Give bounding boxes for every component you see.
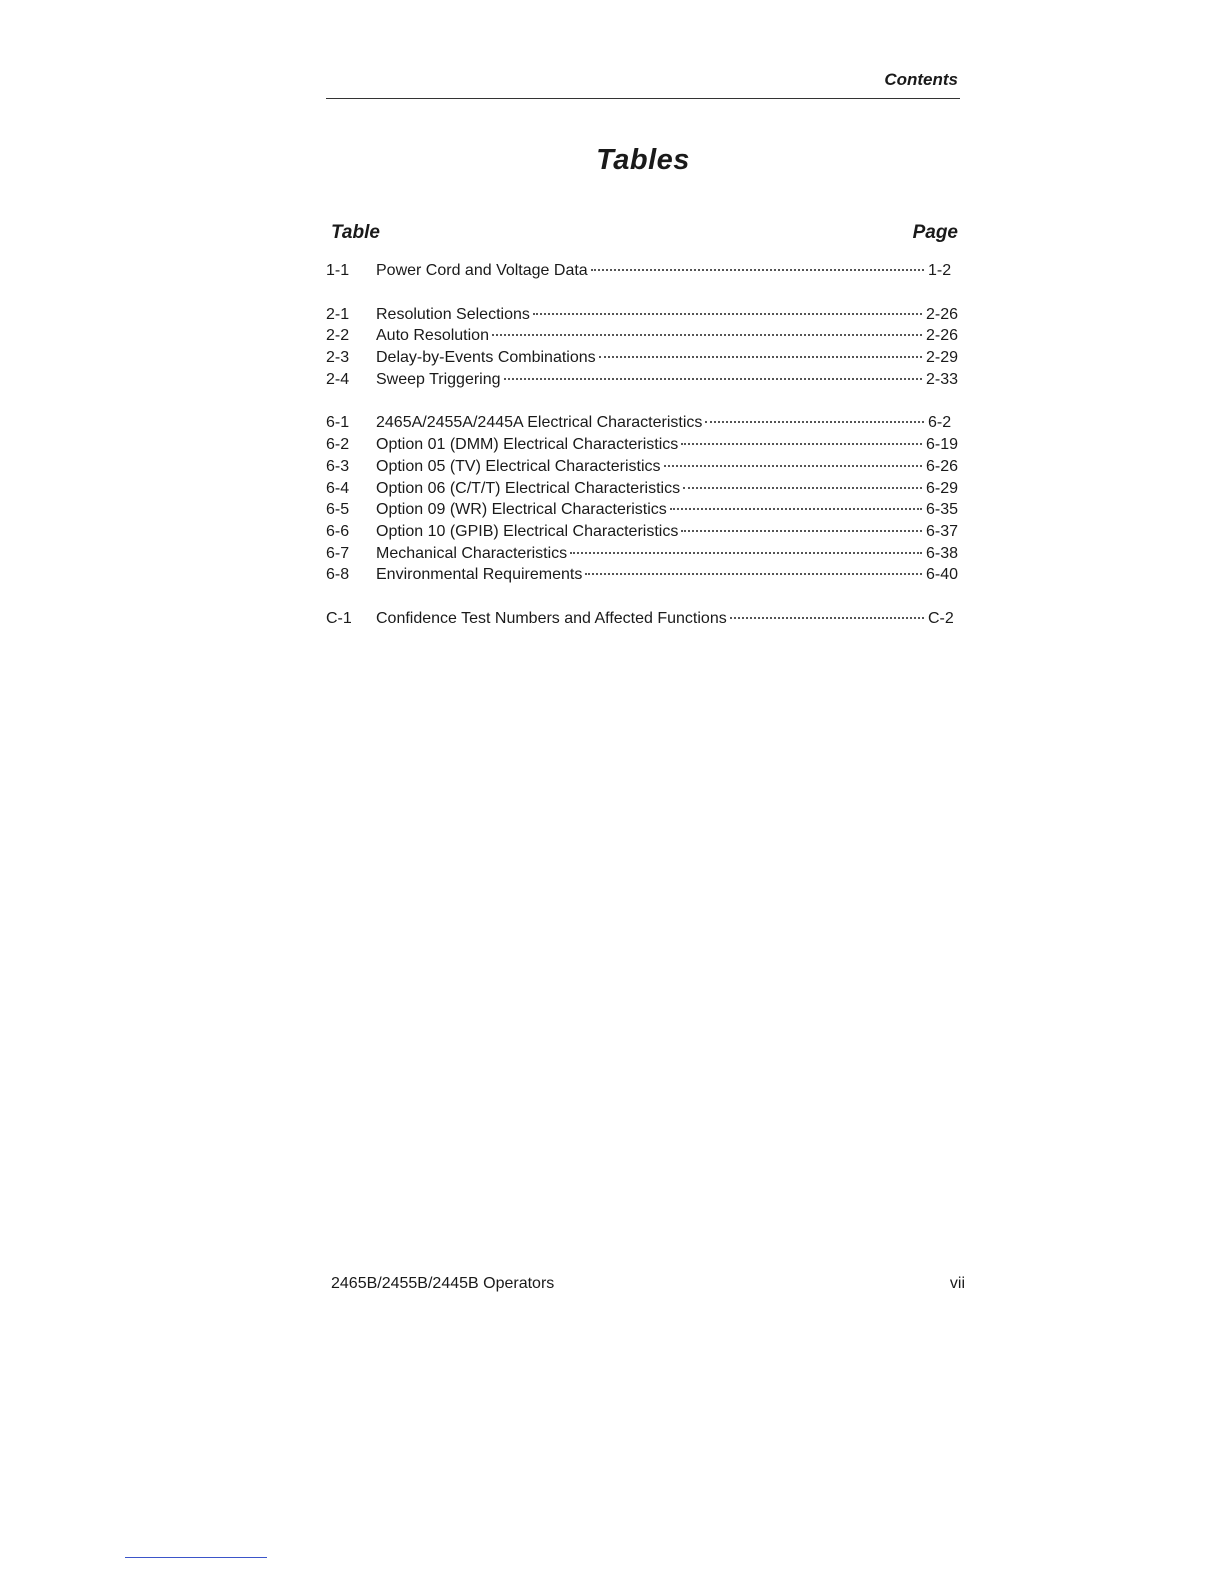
table-title: Delay-by-Events Combinations bbox=[376, 349, 596, 367]
link-underline bbox=[125, 1557, 267, 1558]
page-title: Tables bbox=[596, 144, 690, 176]
table-group bbox=[326, 412, 958, 586]
dot-leader bbox=[683, 487, 922, 489]
table-number: 6-7 bbox=[326, 544, 350, 562]
toc-entry[interactable] bbox=[326, 478, 958, 500]
table-number: 6-5 bbox=[326, 501, 350, 519]
page-reference: 2-26 bbox=[925, 327, 958, 345]
page-reference: 6-40 bbox=[925, 566, 958, 584]
page-reference: 2-29 bbox=[925, 349, 958, 367]
toc-entry[interactable] bbox=[326, 260, 958, 282]
table-group bbox=[326, 304, 958, 391]
page-reference: 6-35 bbox=[925, 501, 958, 519]
column-header-page: Page bbox=[912, 222, 958, 243]
table-group bbox=[326, 608, 958, 630]
table-number: 2-2 bbox=[326, 327, 350, 345]
table-number: 6-2 bbox=[326, 436, 350, 454]
toc-entry[interactable] bbox=[326, 499, 958, 521]
dot-leader bbox=[681, 443, 922, 445]
table-number: 6-6 bbox=[326, 522, 350, 540]
toc-entry[interactable] bbox=[326, 521, 958, 543]
table-title: Mechanical Characteristics bbox=[376, 544, 568, 562]
page-reference: 2-26 bbox=[925, 305, 958, 323]
toc-entry[interactable] bbox=[326, 564, 958, 586]
dot-leader bbox=[585, 573, 922, 575]
table-title: Option 01 (DMM) Electrical Characteristics bbox=[376, 436, 679, 454]
page-reference: 6-2 bbox=[928, 414, 952, 432]
page-reference: 1-2 bbox=[928, 262, 952, 279]
dot-leader bbox=[664, 465, 922, 467]
dot-leader bbox=[670, 508, 922, 510]
table-title: 2465A/2455A/2445A Electrical Characteristics bbox=[376, 414, 703, 432]
toc-entry[interactable] bbox=[326, 304, 958, 326]
footer-page-number: vii bbox=[949, 1275, 965, 1292]
toc-entry[interactable] bbox=[326, 608, 958, 630]
page-reference: 2-33 bbox=[925, 370, 958, 388]
table-number: 6-4 bbox=[326, 479, 350, 497]
table-number: 2-3 bbox=[326, 349, 350, 367]
toc-entry[interactable] bbox=[326, 434, 958, 456]
page-header bbox=[326, 68, 960, 99]
page-reference: 6-37 bbox=[925, 522, 958, 540]
page-reference: 6-29 bbox=[925, 479, 958, 497]
toc-entry[interactable] bbox=[326, 456, 958, 478]
toc-entry[interactable] bbox=[326, 325, 958, 347]
dot-leader bbox=[681, 530, 922, 532]
dot-leader bbox=[504, 378, 922, 380]
page-reference: 6-19 bbox=[925, 436, 958, 454]
table-title: Option 09 (WR) Electrical Characteristics bbox=[376, 501, 667, 519]
page-reference: C-2 bbox=[928, 609, 954, 627]
table-title: Auto Resolution bbox=[376, 327, 489, 345]
table-title: Option 05 (TV) Electrical Characteristics bbox=[376, 457, 661, 475]
dot-leader bbox=[730, 617, 924, 619]
toc-entry[interactable] bbox=[326, 543, 958, 565]
dot-leader bbox=[570, 552, 922, 554]
dot-leader bbox=[705, 421, 924, 423]
page-reference: 6-26 bbox=[925, 457, 958, 475]
toc-entry[interactable] bbox=[326, 412, 958, 434]
toc-entry[interactable] bbox=[326, 369, 958, 391]
table-title: Environmental Requirements bbox=[376, 566, 583, 584]
page-reference: 6-38 bbox=[925, 544, 958, 562]
table-title: Confidence Test Numbers and Affected Functions bbox=[376, 609, 727, 627]
footer-manual-title: 2465B/2455B/2445B Operators bbox=[331, 1275, 555, 1292]
tables-list bbox=[326, 260, 958, 652]
table-title: Power Cord and Voltage Data bbox=[376, 262, 588, 279]
table-number: 2-1 bbox=[326, 305, 350, 323]
table-title: Option 10 (GPIB) Electrical Characteristics bbox=[376, 522, 679, 540]
dot-leader bbox=[492, 334, 922, 336]
table-number: 6-8 bbox=[326, 566, 350, 584]
table-number: 6-3 bbox=[326, 457, 350, 475]
column-header-table: Table bbox=[331, 222, 380, 243]
table-group bbox=[326, 260, 958, 282]
dot-leader bbox=[533, 313, 922, 315]
table-number: 2-4 bbox=[326, 370, 350, 388]
table-number: 1-1 bbox=[326, 262, 350, 279]
dot-leader bbox=[599, 356, 922, 358]
table-title: Option 06 (C/T/T) Electrical Characteristics bbox=[376, 479, 681, 497]
table-title: Resolution Selections bbox=[376, 305, 530, 323]
table-number: C-1 bbox=[326, 609, 352, 627]
table-title: Sweep Triggering bbox=[376, 370, 501, 388]
toc-entry[interactable] bbox=[326, 347, 958, 369]
dot-leader bbox=[591, 269, 924, 271]
table-number: 6-1 bbox=[326, 414, 350, 432]
section-label: Contents bbox=[884, 70, 958, 89]
